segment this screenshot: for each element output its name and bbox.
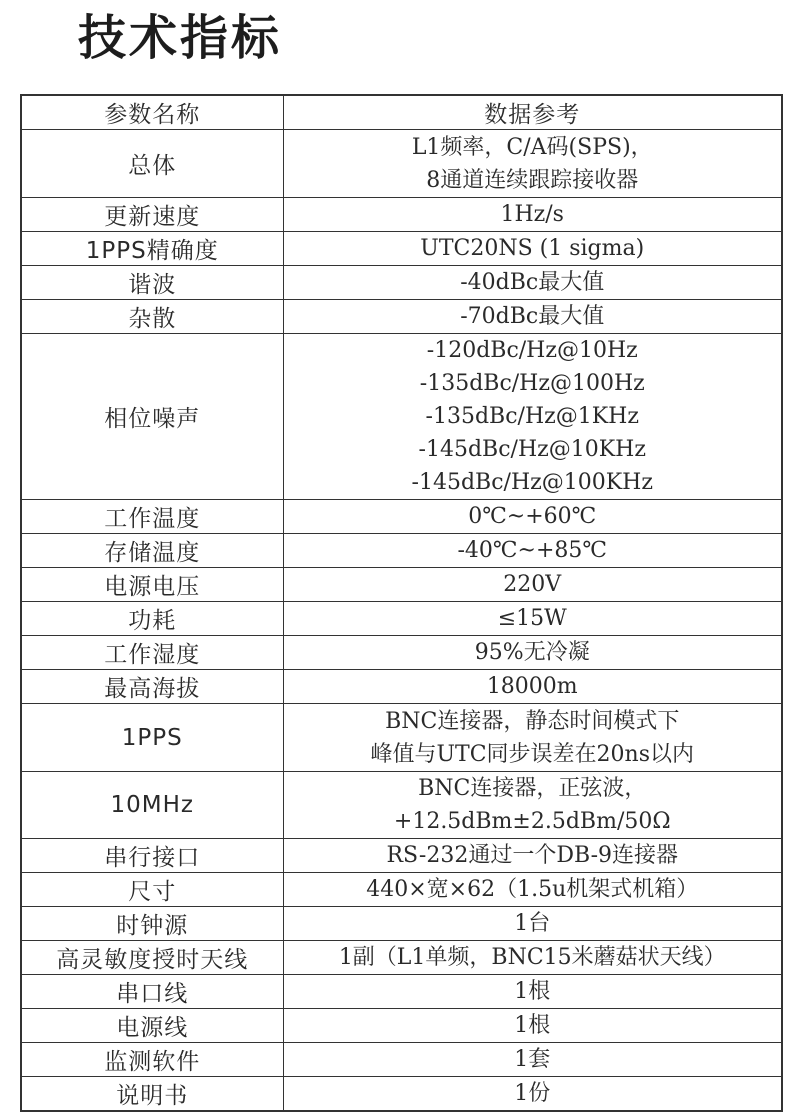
value-line: ≤15W (497, 606, 567, 631)
param-name-cell: 谐波 (21, 266, 283, 300)
param-name-cell: 说明书 (21, 1077, 283, 1112)
param-value-cell (283, 232, 782, 266)
value-line: L1频率，C/A码(SPS)， (411, 134, 653, 160)
value-line: 220V (503, 572, 562, 597)
param-name-cell: 10MHz (21, 772, 283, 839)
param-value-cell (283, 772, 782, 839)
param-value-cell (283, 300, 782, 334)
table-row (21, 670, 782, 704)
value-line: +12.5dBm±2.5dBm/50Ω (393, 809, 671, 834)
table-row (21, 500, 782, 534)
param-value-cell (283, 602, 782, 636)
param-value-cell (283, 975, 782, 1009)
param-value-cell (283, 500, 782, 534)
value-line: BNC连接器，静态时间模式下 (385, 708, 680, 734)
table-row (21, 602, 782, 636)
param-name-cell: 存储温度 (21, 534, 283, 568)
header-name-cell: 参数名称 (21, 95, 283, 130)
value-line: -145dBc/Hz@10KHz (418, 437, 646, 462)
value-line: 18000m (486, 674, 578, 699)
param-value-cell (283, 704, 782, 772)
table-row (21, 975, 782, 1009)
param-value-cell (283, 636, 782, 670)
value-line: 0℃~+60℃ (468, 504, 597, 529)
table-header-row (21, 95, 782, 130)
header-value-cell: 数据参考 (283, 95, 782, 130)
value-line: BNC连接器，正弦波， (418, 776, 647, 801)
value-line: -135dBc/Hz@100Hz (419, 371, 645, 396)
param-value-cell (283, 1009, 782, 1043)
value-line: 峰值与UTC同步误差在20ns以内 (370, 741, 694, 767)
param-name-cell: 总体 (21, 130, 283, 198)
table-row (21, 1043, 782, 1077)
value-line: 95%无冷凝 (474, 640, 590, 665)
value-line: 1份 (514, 1081, 551, 1106)
param-value-cell (283, 839, 782, 873)
table-row (21, 232, 782, 266)
param-name-cell: 工作湿度 (21, 636, 283, 670)
param-value-cell (283, 130, 782, 198)
table-row (21, 266, 782, 300)
value-line: 1台 (514, 911, 551, 936)
table-row (21, 534, 782, 568)
value-line: 1Hz/s (500, 202, 564, 227)
value-line: UTC20NS (1 sigma) (420, 236, 645, 261)
param-name-cell: 监测软件 (21, 1043, 283, 1077)
value-line: 1根 (514, 1013, 551, 1038)
spec-table (20, 94, 783, 1112)
page-title: 技术指标 (78, 10, 283, 66)
value-line: RS-232通过一个DB-9连接器 (386, 843, 678, 868)
param-name-cell: 电源线 (21, 1009, 283, 1043)
table-row (21, 300, 782, 334)
param-name-cell: 功耗 (21, 602, 283, 636)
param-name-cell: 相位噪声 (21, 334, 283, 500)
table-row (21, 1077, 782, 1112)
param-name-cell: 1PPS精确度 (21, 232, 283, 266)
param-value-cell (283, 1043, 782, 1077)
value-line: -120dBc/Hz@10Hz (426, 338, 638, 363)
table-row (21, 1009, 782, 1043)
param-name-cell: 最高海拔 (21, 670, 283, 704)
param-value-cell (283, 941, 782, 975)
param-value-cell (283, 907, 782, 941)
value-line: 1副（L1单频，BNC15米蘑菇状天线） (338, 945, 726, 970)
table-row (21, 198, 782, 232)
table-row (21, 636, 782, 670)
param-name-cell: 杂散 (21, 300, 283, 334)
value-line: -70dBc最大值 (460, 304, 605, 329)
param-name-cell: 电源电压 (21, 568, 283, 602)
param-name-cell: 更新速度 (21, 198, 283, 232)
table-row (21, 907, 782, 941)
table-row (21, 334, 782, 500)
table-row (21, 941, 782, 975)
param-name-cell: 高灵敏度授时天线 (21, 941, 283, 975)
param-name-cell: 时钟源 (21, 907, 283, 941)
table-row (21, 772, 782, 839)
param-value-cell (283, 534, 782, 568)
value-line: -145dBc/Hz@100KHz (411, 470, 653, 495)
param-value-cell (283, 1077, 782, 1112)
param-name-cell: 1PPS (21, 704, 283, 772)
param-value-cell (283, 670, 782, 704)
param-name-cell: 串口线 (21, 975, 283, 1009)
value-line: -135dBc/Hz@1KHz (425, 404, 639, 429)
value-line: 1套 (514, 1047, 551, 1072)
param-name-cell: 串行接口 (21, 839, 283, 873)
value-line: 1根 (514, 979, 551, 1004)
value-line: -40℃~+85℃ (457, 538, 607, 563)
value-line: -40dBc最大值 (460, 270, 605, 295)
param-value-cell (283, 873, 782, 907)
table-row (21, 873, 782, 907)
param-name-cell: 尺寸 (21, 873, 283, 907)
param-value-cell (283, 334, 782, 500)
param-name-cell: 工作温度 (21, 500, 283, 534)
table-row (21, 130, 782, 198)
value-line: 440×宽×62（1.5u机架式机箱） (366, 877, 699, 902)
table-row (21, 704, 782, 772)
table-row (21, 839, 782, 873)
value-line: 8通道连续跟踪接收器 (426, 167, 639, 193)
param-value-cell (283, 198, 782, 232)
table-row (21, 568, 782, 602)
param-value-cell (283, 568, 782, 602)
param-value-cell (283, 266, 782, 300)
